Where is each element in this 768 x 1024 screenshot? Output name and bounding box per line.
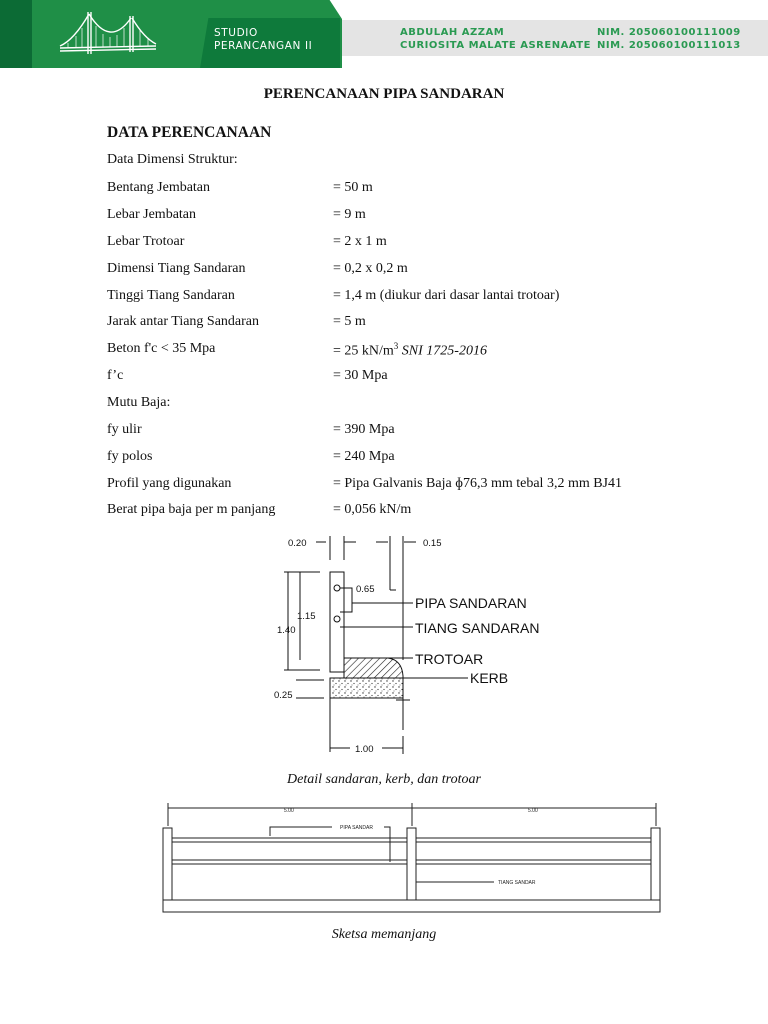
row-value	[333, 341, 487, 360]
author-name-2: CURIOSITA MALATE ASRENAATE	[400, 40, 591, 51]
row-value: = 240 Mpa	[333, 449, 395, 464]
trotoar-hatch	[344, 658, 403, 678]
beton-unit-sup: 3	[393, 341, 399, 351]
label-tiang-sandaran: TIANG SANDARAN	[415, 620, 540, 636]
row-label: Profil yang digunakan	[107, 476, 232, 491]
row-label: Beton f'c < 35 Mpa	[107, 341, 216, 356]
suspension-bridge-icon	[58, 6, 158, 62]
label-kerb: KERB	[470, 670, 509, 686]
subheading-mutu-baja: Mutu Baja:	[107, 395, 171, 410]
author-nims	[597, 26, 741, 52]
label-tiang-sandar: TIANG SANDAR	[498, 880, 536, 886]
dim-140: 1.40	[277, 625, 296, 636]
author-nim-2: NIM. 205060100111013	[597, 40, 741, 51]
author-names	[400, 26, 591, 52]
row-value: = 0,056 kN/m	[333, 502, 412, 517]
author-nim-1: NIM. 205060100111009	[597, 27, 741, 38]
row-label: fy polos	[107, 449, 153, 464]
studio-label	[214, 27, 312, 53]
beton-reference: SNI 1725-2016	[401, 343, 487, 359]
row-value: = 0,2 x 0,2 m	[333, 261, 408, 276]
row-value: = 30 Mpa	[333, 368, 388, 383]
row-value: = Pipa Galvanis Baja ɸ76,3 mm tebal 3,2 mm BJ41	[333, 476, 623, 491]
row-label: f’c	[107, 368, 124, 383]
span-label-1: 5.00	[284, 808, 294, 814]
row-label: Dimensi Tiang Sandaran	[107, 261, 246, 276]
row-label: Lebar Trotoar	[107, 234, 185, 249]
row-label: Jarak antar Tiang Sandaran	[107, 314, 260, 329]
label-pipa-sandaran: PIPA SANDARAN	[415, 595, 527, 611]
dim-065: 0.65	[356, 584, 375, 595]
row-value: = 5 m	[333, 314, 366, 329]
section-heading: DATA PERENCANAAN	[107, 124, 272, 141]
row-label: Tinggi Tiang Sandaran	[107, 288, 235, 303]
row-value: = 9 m	[333, 207, 366, 222]
dim-025: 0.25	[274, 690, 293, 701]
span-label-2: 5.00	[528, 808, 538, 814]
kerb-concrete	[330, 678, 403, 698]
studio-line-2: PERANCANGAN II	[214, 40, 313, 52]
beton-value: = 25 kN/m	[333, 343, 394, 359]
label-pipa-sandar: PIPA SANDAR	[340, 825, 373, 831]
page-title: PERENCANAAN PIPA SANDARAN	[263, 86, 505, 102]
row-label: fy ulir	[107, 422, 142, 437]
author-name-1: ABDULAH AZZAM	[400, 27, 505, 38]
header-dark-stripe	[0, 0, 32, 68]
figure2-caption: Sketsa memanjang	[331, 927, 437, 942]
row-value: = 390 Mpa	[333, 422, 395, 437]
row-label: Lebar Jembatan	[107, 207, 197, 222]
studio-line-1: STUDIO	[214, 27, 258, 39]
dim-100: 1.00	[355, 744, 374, 755]
label-trotoar: TROTOAR	[415, 651, 484, 667]
figure1-caption: Detail sandaran, kerb, dan trotoar	[287, 772, 481, 787]
longitudinal-sketch-diagram	[158, 800, 666, 918]
row-value: = 50 m	[333, 180, 373, 195]
header-banner	[0, 0, 768, 70]
row-value: = 1,4 m (diukur dari dasar lantai trotoar)	[333, 288, 560, 303]
row-label: Bentang Jembatan	[107, 180, 211, 195]
dim-020: 0.20	[288, 538, 307, 549]
dim-115: 1.15	[297, 611, 316, 622]
detail-cross-section-diagram	[260, 530, 560, 765]
subheading-dimensi: Data Dimensi Struktur:	[107, 152, 238, 167]
dim-015: 0.15	[423, 538, 442, 549]
row-label: Berat pipa baja per m panjang	[107, 502, 276, 517]
row-value: = 2 x 1 m	[333, 234, 387, 249]
